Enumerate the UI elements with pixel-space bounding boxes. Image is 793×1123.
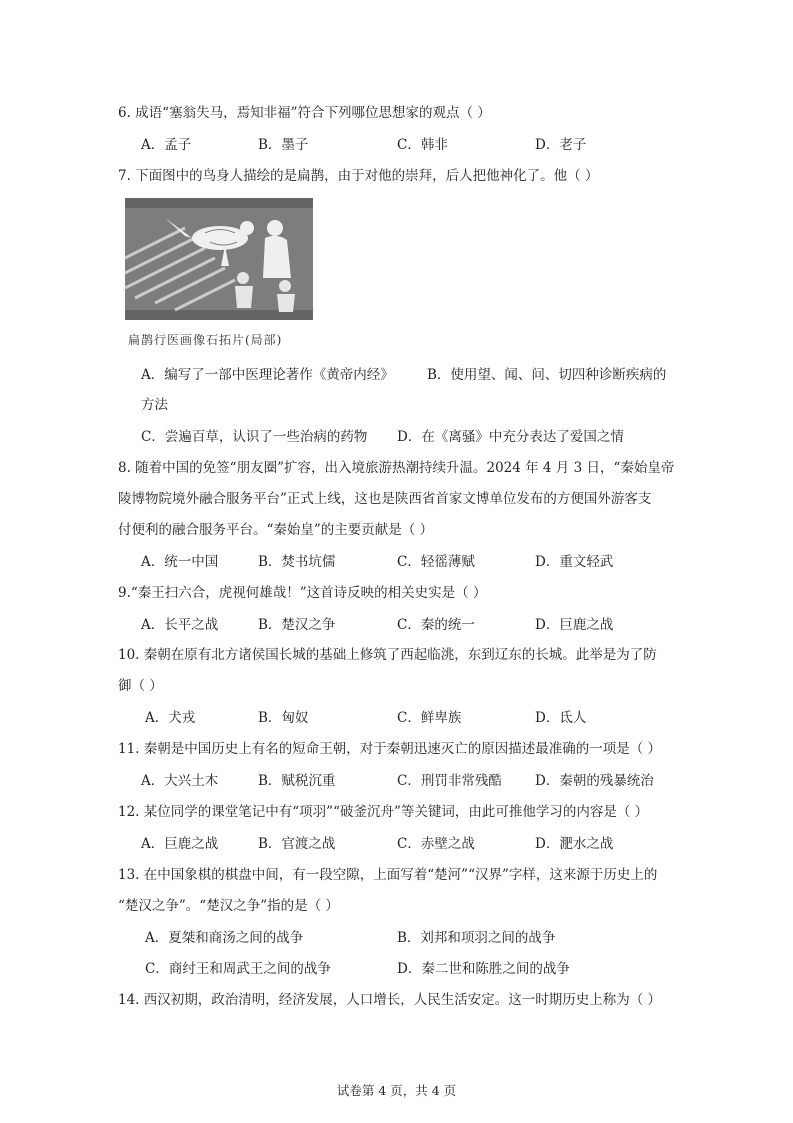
q9-option-c: C．秦的统一	[397, 617, 475, 633]
q9-option-d: D．巨鹿之战	[535, 617, 614, 633]
q7-option-c: C．尝遍百草，认识了一些治病的药物	[141, 429, 368, 445]
q10-option-c: C．鲜卑族	[397, 710, 462, 726]
q6-stem: 6. 成语“塞翁失马，焉知非福”符合下列哪位思想家的观点（ ）	[118, 105, 491, 121]
q13-stem-line-1: 13. 在中国象棋的棋盘中间，有一段空隙，上面写着“楚河”“汉界”字样，这来源于历史上的	[118, 867, 658, 883]
q10-option-d: D．氐人	[535, 710, 587, 726]
q12-option-b: B．官渡之战	[258, 836, 336, 852]
figure-caption: 扁鹊行医画像石拓片(局部)	[128, 333, 283, 347]
q8-option-d: D．重文轻武	[535, 554, 614, 570]
q11-option-c: C．刑罚非常残酷	[397, 773, 502, 789]
q8-stem-line-3: 付便利的融合服务平台。“秦始皇”的主要贡献是（ ）	[118, 522, 434, 538]
q13-stem-line-2: “楚汉之争”。“楚汉之争”指的是（ ）	[118, 898, 339, 914]
q11-option-b: B．赋税沉重	[258, 773, 336, 789]
q6-option-b: B．墨子	[258, 137, 309, 153]
q12-stem: 12. 某位同学的课堂笔记中有“项羽”“破釜沉舟”等关键词，由此可推他学习的内容是（ ）	[118, 804, 649, 820]
q12-option-a: A．巨鹿之战	[141, 836, 219, 852]
q6-option-a: A．孟子	[141, 137, 192, 153]
q9-option-a: A．长平之战	[141, 617, 219, 633]
q13-option-b: B．刘邦和项羽之间的战争	[397, 930, 556, 946]
q10-stem-line-2: 御（ ）	[118, 678, 163, 694]
q13-option-d: D．秦二世和陈胜之间的战争	[397, 961, 570, 977]
page-footer: 试卷第 4 页，共 4 页	[336, 1083, 457, 1098]
bian-que-rubbing-image	[125, 198, 313, 320]
q12-option-d: D．淝水之战	[535, 836, 614, 852]
q14-stem: 14. 西汉初期，政治清明，经济发展，人口增长，人民生活安定。这一时期历史上称为（ ）	[118, 992, 662, 1008]
q6-option-d: D．老子	[535, 137, 587, 153]
q8-option-b: B．焚书坑儒	[258, 554, 336, 570]
q13-option-c: C．商纣王和周武王之间的战争	[145, 961, 331, 977]
q8-option-a: A．统一中国	[141, 554, 219, 570]
q6-option-c: C．韩非	[397, 137, 448, 153]
q10-stem-line-1: 10. 秦朝在原有北方诸侯国长城的基础上修筑了西起临洮，东到辽东的长城。此举是为了防	[118, 647, 657, 663]
q9-stem: 9.“秦王扫六合，虎视何雄哉！”这首诗反映的相关史实是（ ）	[118, 585, 487, 601]
q7-option-d: D．在《离骚》中充分表达了爱国之情	[397, 429, 624, 445]
q11-stem: 11. 秦朝是中国历史上有名的短命王朝，对于秦朝迅速灭亡的原因描述最准确的一项是（ ）	[118, 741, 662, 757]
q7-stem: 7. 下面图中的鸟身人描绘的是扁鹊，由于对他的崇拜，后人把他神化了。他（ ）	[118, 168, 599, 184]
q8-option-c: C．轻徭薄赋	[397, 554, 475, 570]
q8-stem-line-2: 陵博物院境外融合服务平台”正式上线，这也是陕西省首家文博单位发布的方便国外游客支	[118, 491, 652, 507]
q10-option-a: A．犬戎	[145, 710, 196, 726]
q10-option-b: B．匈奴	[258, 710, 309, 726]
q9-option-b: B．楚汉之争	[258, 617, 336, 633]
q11-option-d: D．秦朝的残暴统治	[535, 773, 654, 789]
q7-option-b-continued: 方法	[141, 397, 168, 413]
q12-option-c: C．赤壁之战	[397, 836, 475, 852]
q7-option-a: A．编写了一部中医理论著作《黄帝内经》	[141, 367, 394, 383]
q7-option-b: B．使用望、闻、问、切四种诊断疾病的	[427, 367, 667, 383]
q11-option-a: A．大兴土木	[141, 773, 219, 789]
q13-option-a: A．夏桀和商汤之间的战争	[145, 930, 304, 946]
q8-stem-line-1: 8. 随着中国的免签“朋友圈”扩容，出入境旅游热潮持续升温。2024 年 4 月 3 日，“秦始皇帝	[118, 460, 675, 476]
